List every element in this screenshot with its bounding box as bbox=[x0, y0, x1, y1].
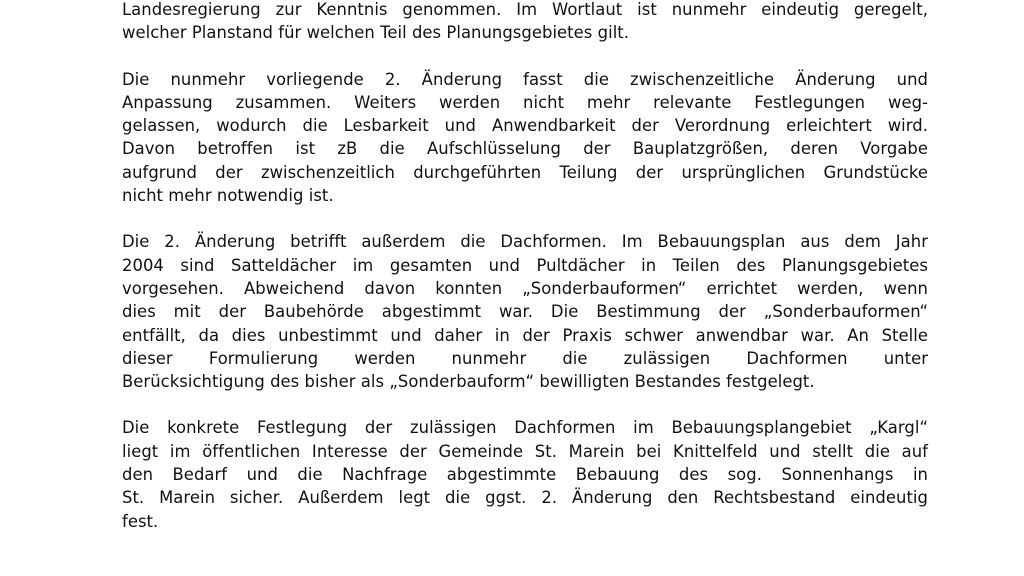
text-line: Die nunmehr vorliegende 2. Änderung fasst die zwischenzeitliche Änderung und bbox=[122, 69, 928, 89]
paragraph-1 bbox=[122, 0, 928, 45]
text-line: Berücksichtigung des bisher als „Sonderbauform“ bewilligten Bestandes festgelegt. bbox=[122, 372, 815, 392]
text-line: liegt im öffentlichen Interesse der Gemeinde St. Marein bei Knittelfeld und stellt die auf bbox=[122, 441, 928, 461]
text-line: Die 2. Änderung betrifft außerdem die Dachformen. Im Bebauungsplan aus dem Jahr bbox=[122, 232, 928, 252]
paragraph-2 bbox=[122, 68, 928, 208]
text-line: nicht mehr notwendig ist. bbox=[122, 186, 334, 206]
text-line: Anpassung zusammen. Weiters werden nicht mehr relevante Festlegungen weg- bbox=[122, 92, 928, 112]
text-line: dies mit der Baubehörde abgestimmt war. Die Bestimmung der „Sonderbauformen“ bbox=[122, 302, 928, 322]
text-line: welcher Planstand für welchen Teil des Planungsgebietes gilt. bbox=[122, 23, 630, 43]
paragraph-4 bbox=[122, 416, 928, 532]
text-line: entfällt, da dies unbestimmt und daher in der Praxis schwer anwendbar war. An Stelle bbox=[122, 325, 928, 345]
text-line: 2004 sind Satteldächer im gesamten und Pultdächer in Teilen des Planungsgebietes bbox=[122, 255, 928, 275]
text-line: den Bedarf und die Nachfrage abgestimmte Bebauung des sog. Sonnenhangs in bbox=[122, 465, 928, 485]
text-line: fest. bbox=[122, 511, 159, 531]
text-line: aufgrund der zwischenzeitlich durchgeführten Teilung der ursprünglichen Grundstücke bbox=[122, 162, 928, 182]
text-line: Landesregierung zur Kenntnis genommen. Im Wortlaut ist nunmehr eindeutig geregelt, bbox=[122, 0, 928, 19]
text-line: Die konkrete Festlegung der zulässigen Dachformen im Bebauungsplangebiet „Kargl“ bbox=[122, 418, 928, 438]
text-line: dieser Formulierung werden nunmehr die zulässigen Dachformen unter bbox=[122, 348, 928, 368]
paragraph-3 bbox=[122, 230, 928, 393]
document-page bbox=[122, 0, 928, 556]
text-line: St. Marein sicher. Außerdem legt die ggst. 2. Änderung den Rechtsbestand eindeutig bbox=[122, 488, 928, 508]
text-line: vorgesehen. Abweichend davon konnten „Sonderbauformen“ errichtet werden, wenn bbox=[122, 278, 928, 298]
text-line: Davon betroffen ist zB die Aufschlüsselung der Bauplatzgrößen, deren Vorgabe bbox=[122, 139, 928, 159]
text-line: gelassen, wodurch die Lesbarkeit und Anwendbarkeit der Verordnung erleichtert wird. bbox=[122, 116, 928, 136]
